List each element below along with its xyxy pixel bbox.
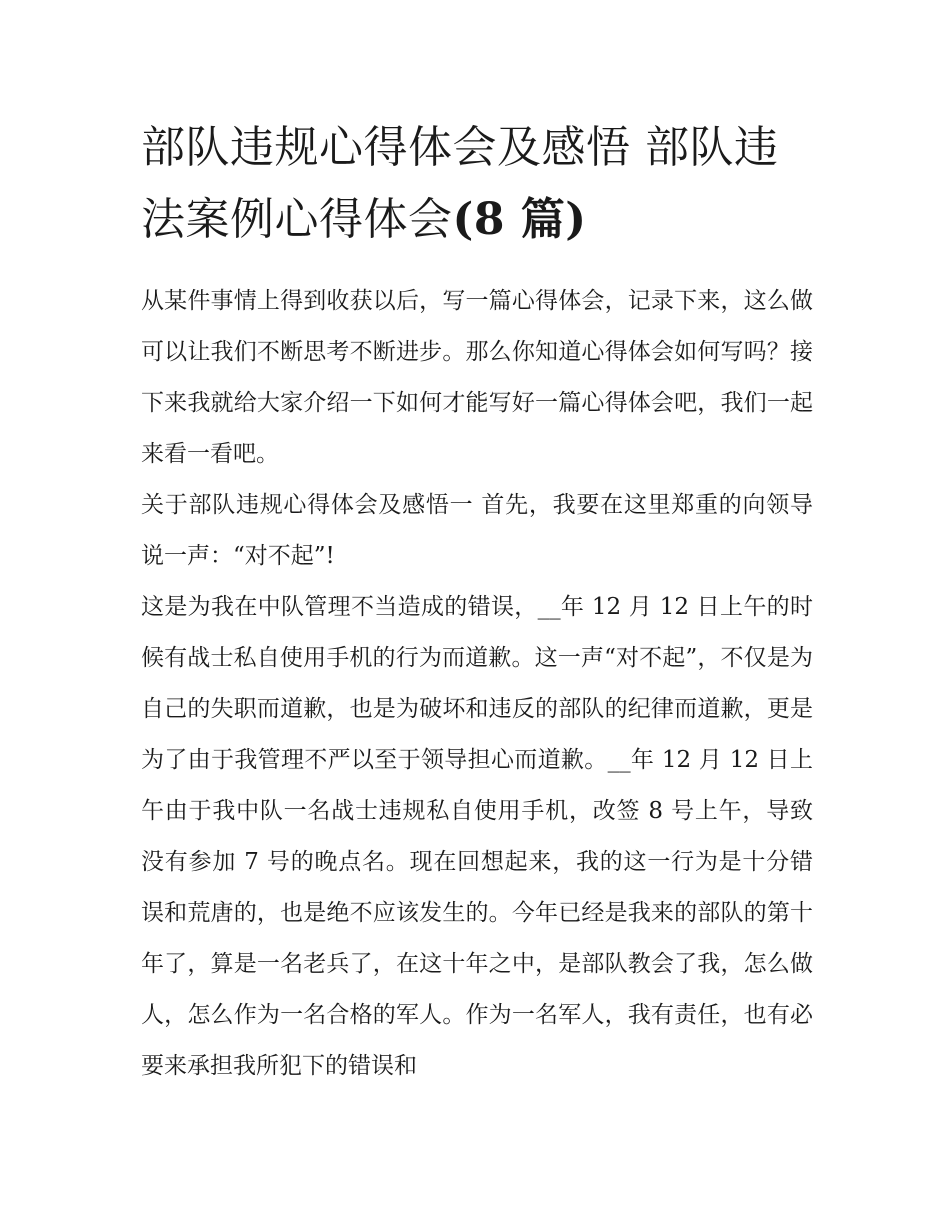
title-main: 部队违规心得体会及感悟 部队违法案例心得体会 <box>141 122 779 245</box>
document-body <box>141 276 813 1092</box>
document-page <box>141 112 813 1092</box>
paragraph-intro: 从某件事情上得到收获以后，写一篇心得体会，记录下来，这么做可以让我们不断思考不断进步。那么你知道心得体会如何写吗？接下来我就给大家介绍一下如何才能写好一篇心得体会吧，我们一起来看一看吧。 <box>141 288 813 467</box>
paragraph-apology: 这是为我在中队管理不当造成的错误，__年 12 月 12 日上午的时候有战士私自使用手机的行为而道歉。这一声“对不起”，不仅是为自己的失职而道歉，也是为破坏和违反的部队的纪律而道歉，更是为了由于我管理不严以至于领导担心而道歉。__年 12 月 12 日上午由于我中队一名战士违规私自使用手机，改签 8 号上午，导致没有参加 7 号的晚点名。现在回想起来，我的这一行为是十分错误和荒唐的，也是绝不应该发生的。今年已经是我来的部队的第十年了，算是一名老兵了，在这十年之中，是部队教会了我，怎么做人，怎么作为一名合格的军人。作为一名军人，我有责任，也有必要来承担我所犯下的错误和 <box>141 594 813 1079</box>
paragraph-section-one-heading: 关于部队违规心得体会及感悟一 首先，我要在这里郑重的向领导说一声：“对不起”! <box>141 492 813 569</box>
title-count: (8 篇) <box>452 194 587 245</box>
document-title <box>141 112 813 256</box>
